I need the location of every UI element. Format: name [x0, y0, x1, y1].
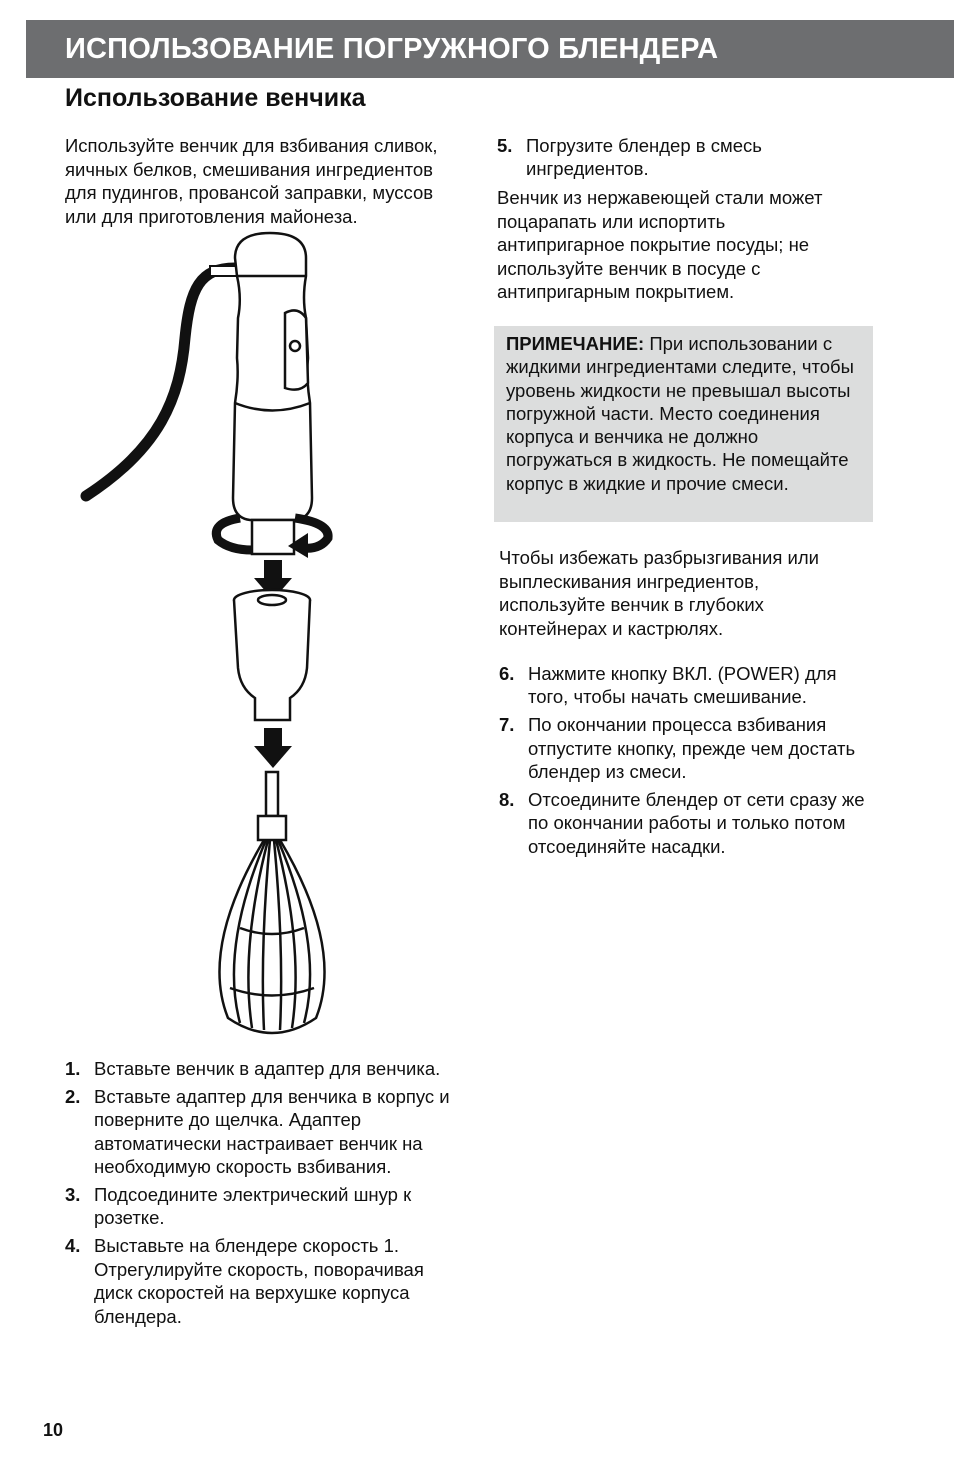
whisk-adapter	[234, 590, 310, 720]
note-label: ПРИМЕЧАНИЕ:	[506, 333, 645, 354]
note-box	[494, 326, 873, 522]
page-title: ИСПОЛЬЗОВАНИЕ ПОГРУЖНОГО БЛЕНДЕРА	[65, 33, 719, 65]
header-banner	[26, 20, 954, 78]
power-cord	[86, 268, 235, 496]
steps-list-left	[65, 1057, 465, 1332]
note-text	[506, 332, 866, 495]
warning-paragraph: Венчик из нержавеющей стали может поцарапать или испортить антипригарное покрытие посуды; не используйте венчик в посуде с антипригарным покрытием.	[497, 187, 823, 303]
steps-list-right	[499, 662, 869, 863]
step-five	[497, 134, 797, 185]
note-body: При использовании с жидкими ингредиентами следите, чтобы уровень жидкости не превышал высоты погружной части. Место соединения корпуса и венчика не должно погружаться в жидкость. Не помещайте корпус в жидкие и прочие смеси.	[506, 333, 854, 494]
list-item: 4. Выставьте на блендере скорость 1. Отрегулируйте скорость, поворачивая диск скоростей на верхушке корпуса блендера.	[65, 1235, 424, 1327]
list-item: 5. Погрузите блендер в смесь ингредиентов.	[497, 135, 762, 180]
motor-body	[233, 233, 312, 554]
page-number: 10	[43, 1420, 64, 1440]
splash-tip: Чтобы избежать разбрызгивания или выплескивания ингредиентов, используйте венчик в глубоких контейнерах и кастрюлях.	[499, 547, 819, 639]
intro-paragraph: Используйте венчик для взбивания сливок, яичных белков, смешивания ингредиентов для пудингов, провансой заправки, муссов или для приготовления майонеза.	[65, 135, 438, 227]
down-arrow-icon	[254, 728, 292, 768]
rotate-arrow-left	[216, 518, 252, 550]
list-item: 3. Подсоедините электрический шнур к розетке.	[65, 1184, 412, 1229]
whisk	[219, 772, 324, 1033]
list-item: 7. По окончании процесса взбивания отпустите кнопку, прежде чем достать блендер из смеси.	[499, 714, 856, 783]
section-title: Использование венчика	[65, 84, 366, 112]
list-item: 6. Нажмите кнопку ВКЛ. (POWER) для того, чтобы начать смешивание.	[499, 663, 837, 708]
list-item: 2. Вставьте адаптер для венчика в корпус и поверните до щелчка. Адаптер автоматически настраивает венчик на необходимую скорость взбивания.	[65, 1085, 450, 1178]
list-item: 8. Отсоедините блендер от сети сразу же по окончании работы и только потом отсоединяйте насадки.	[499, 789, 865, 857]
blender-whisk-illustration	[80, 228, 340, 1048]
list-item: 1. Вставьте венчик в адаптер для венчика.	[65, 1058, 441, 1079]
